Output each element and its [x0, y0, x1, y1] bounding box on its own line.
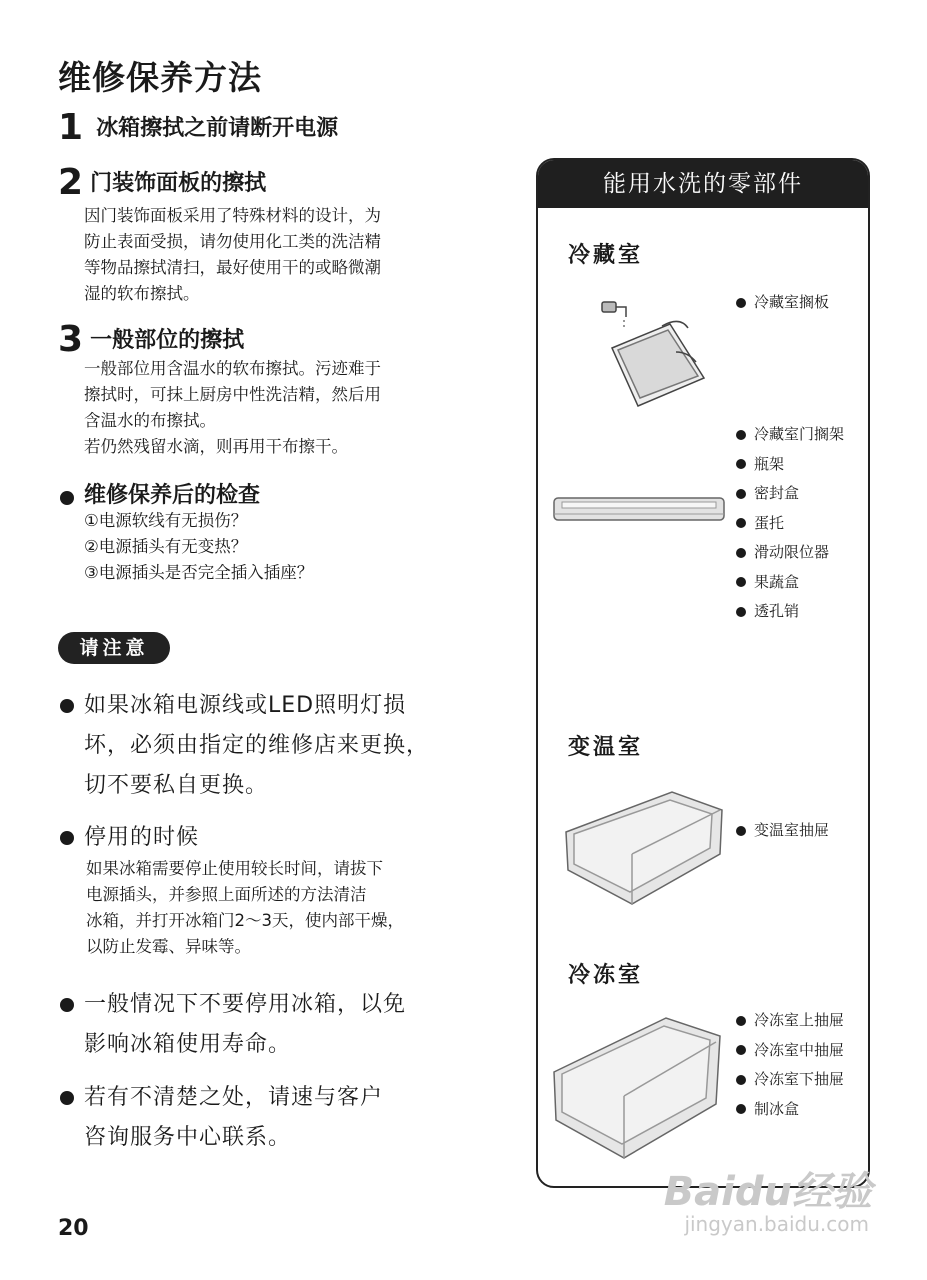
bullet-icon	[60, 998, 74, 1012]
parts-list	[736, 420, 844, 627]
part-label: 变温室抽屉	[754, 821, 830, 839]
text-line: 擦拭时，可抹上厨房中性洗洁精，然后用	[84, 385, 381, 404]
step-3	[58, 319, 245, 360]
step-title: 一般部位的擦拭	[90, 328, 245, 353]
bullet-icon	[736, 548, 746, 558]
text-line: 咨询服务中心联系。	[84, 1125, 292, 1150]
check-heading	[60, 478, 260, 509]
notice-item	[60, 985, 406, 1065]
panel-header: 能用水洗的零部件	[538, 160, 868, 208]
part-label: 瓶架	[754, 454, 785, 473]
part-label: 制冰盒	[754, 1099, 800, 1118]
bullet-icon	[60, 1091, 74, 1105]
text-line: 冰箱，并打开冰箱门2～3天，使内部干燥，	[86, 911, 404, 930]
text-line: 坏，必须由指定的维修店来更换，	[84, 733, 430, 758]
notice-item	[60, 1078, 383, 1158]
door-shelf-illustration	[552, 490, 726, 528]
section-title-variable: 变温室	[568, 735, 644, 760]
bullet-icon	[60, 491, 74, 505]
step-2-body	[84, 203, 381, 307]
variable-drawer-illustration	[560, 788, 728, 908]
bullet-icon	[736, 459, 746, 469]
section-title-freezer: 冷冻室	[568, 963, 644, 988]
part-label: 果蔬盒	[754, 572, 800, 591]
step-number: 1	[58, 107, 84, 148]
part-label: 冷藏室门搁架	[754, 425, 845, 443]
text-line: 因门装饰面板采用了特殊材料的设计，为	[84, 206, 381, 225]
text-line: 如果冰箱电源线或LED照明灯损	[84, 693, 407, 718]
parts-list	[736, 816, 829, 846]
text-line: 等物品擦拭清扫，最好使用干的或略微潮	[84, 258, 381, 277]
part-label: 冷冻室中抽屉	[754, 1040, 845, 1059]
part-label: 冷冻室下抽屉	[754, 1070, 845, 1088]
check-list	[84, 508, 313, 586]
check-item: ①电源软线有无损伤？	[84, 511, 248, 530]
watermark-logo: Baidu经验	[663, 1169, 872, 1215]
text-line: 湿的软布擦拭。	[84, 284, 200, 303]
part-label: 冷藏室搁板	[754, 293, 830, 311]
step-3-body	[84, 356, 381, 460]
bullet-icon	[736, 489, 746, 499]
notice-item	[60, 818, 199, 858]
watermark-url: jingyan.baidu.com	[684, 1212, 869, 1236]
check-item: ②电源插头有无变热？	[84, 537, 248, 556]
notice-badge: 请注意	[58, 632, 170, 664]
text-line: 切不要私自更换。	[84, 773, 269, 798]
text-line: 若仍然残留水滴，则再用干布擦干。	[84, 437, 348, 456]
notice-item-title: 停用的时候	[84, 825, 200, 850]
notice-item-body	[86, 856, 404, 960]
parts-list	[736, 288, 829, 318]
text-line: 含温水的布擦拭。	[84, 411, 216, 430]
notice-item	[60, 686, 429, 806]
text-line: 防止表面受损，请勿使用化工类的洗洁精	[84, 232, 381, 251]
text-line: 若有不清楚之处，请速与客户	[84, 1085, 384, 1110]
bullet-icon	[736, 430, 746, 440]
shelf-washing-illustration	[592, 290, 722, 410]
step-title: 门装饰面板的擦拭	[90, 171, 267, 196]
section-title-fridge: 冷藏室	[568, 243, 644, 268]
bullet-icon	[736, 577, 746, 587]
step-number: 3	[58, 319, 84, 360]
bullet-icon	[736, 298, 746, 308]
bullet-icon	[736, 1045, 746, 1055]
bullet-icon	[736, 1075, 746, 1085]
part-label: 冷冻室上抽屉	[754, 1011, 845, 1029]
text-line: 一般情况下不要停用冰箱，以免	[84, 992, 407, 1017]
step-number: 2	[58, 162, 84, 203]
check-title: 维修保养后的检查	[84, 483, 261, 508]
bullet-icon	[60, 699, 74, 713]
text-line: 影响冰箱使用寿命。	[84, 1032, 292, 1057]
text-line: 一般部位用含温水的软布擦拭。污迹难于	[84, 359, 381, 378]
bullet-icon	[60, 831, 74, 845]
bullet-icon	[736, 1016, 746, 1026]
part-label: 蛋托	[754, 513, 785, 532]
bullet-icon	[736, 518, 746, 528]
page-title: 维修保养方法	[58, 58, 262, 97]
freezer-drawer-illustration	[550, 1012, 726, 1162]
part-label: 透孔销	[754, 602, 800, 620]
bullet-icon	[736, 1104, 746, 1114]
step-2	[58, 162, 267, 203]
washable-parts-panel	[536, 158, 870, 1188]
part-label: 滑动限位器	[754, 543, 830, 561]
step-title: 冰箱擦拭之前请断开电源	[96, 116, 339, 141]
step-1	[58, 107, 339, 148]
bullet-icon	[736, 826, 746, 836]
text-line: 以防止发霉、异味等。	[86, 937, 251, 956]
part-label: 密封盒	[754, 484, 800, 502]
bullet-icon	[736, 607, 746, 617]
check-item: ③电源插头是否完全插入插座？	[84, 563, 314, 582]
text-line: 电源插头，并参照上面所述的方法清洁	[86, 885, 367, 904]
page-number: 20	[58, 1216, 89, 1241]
text-line: 如果冰箱需要停止使用较长时间，请拔下	[86, 859, 383, 878]
parts-list	[736, 1006, 844, 1124]
